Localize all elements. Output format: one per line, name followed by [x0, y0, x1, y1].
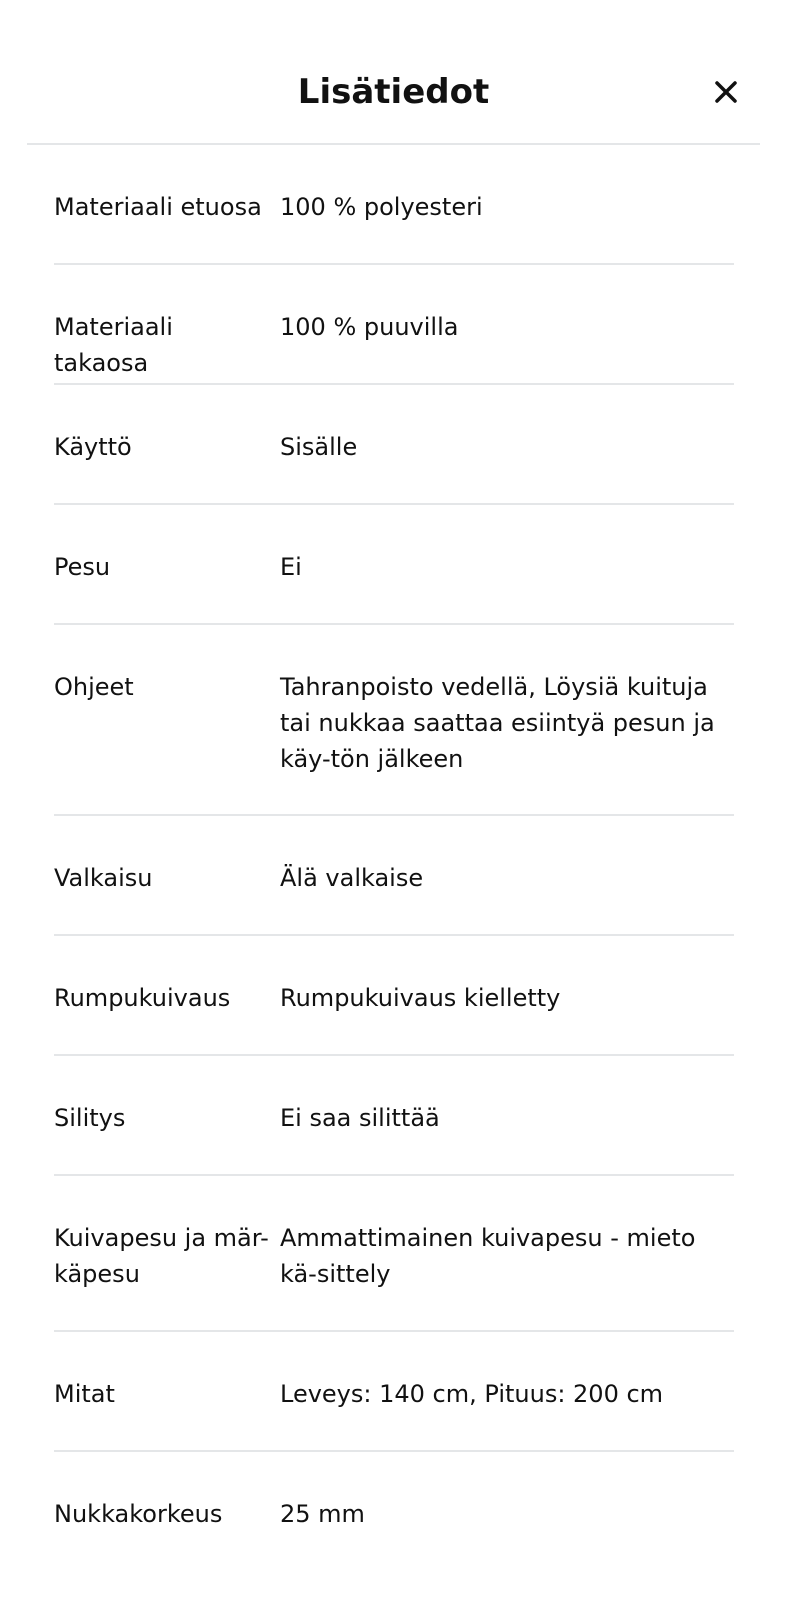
detail-row-pile-height: [54, 1452, 734, 1572]
detail-label: Valkaisu: [54, 864, 153, 892]
detail-label: Käyttö: [54, 433, 132, 461]
detail-row-front-material: [54, 145, 734, 265]
detail-label: Materiaali takaosa: [54, 313, 173, 377]
detail-value: Tahranpoisto vedellä, Löysiä kuituja tai nukkaa saattaa esiintyä pesun ja käy-tön jälkeen: [280, 673, 715, 773]
details-list: [54, 145, 734, 1572]
detail-value: Rumpukuivaus kielletty: [280, 984, 561, 1012]
detail-value: 25 mm: [280, 1500, 365, 1528]
detail-value: Ammattimainen kuivapesu - mieto kä-sittely: [280, 1224, 696, 1288]
detail-value: 100 % polyesteri: [280, 193, 483, 221]
detail-label: Materiaali etuosa: [54, 193, 262, 221]
close-icon: [708, 74, 744, 110]
detail-row-usage: [54, 385, 734, 505]
detail-row-dimensions: [54, 1332, 734, 1452]
detail-row-instructions: [54, 625, 734, 816]
detail-row-tumble-drying: [54, 936, 734, 1056]
detail-row-dry-cleaning: [54, 1176, 734, 1332]
detail-label: Nukkakorkeus: [54, 1500, 223, 1528]
detail-label: Kuivapesu ja mär-käpesu: [54, 1224, 269, 1288]
detail-row-back-material: [54, 265, 734, 385]
detail-value: Sisälle: [280, 433, 358, 461]
detail-row-ironing: [54, 1056, 734, 1176]
detail-value: Leveys: 140 cm, Pituus: 200 cm: [280, 1380, 664, 1408]
dialog-title: Lisätiedot: [297, 72, 490, 112]
detail-label: Pesu: [54, 553, 111, 581]
detail-row-washing: [54, 505, 734, 625]
detail-label: Mitat: [54, 1380, 115, 1408]
detail-value: 100 % puuvilla: [280, 313, 459, 341]
detail-value: Ei: [280, 553, 302, 581]
detail-row-bleaching: [54, 816, 734, 936]
dialog-header: [27, 0, 760, 145]
detail-label: Rumpukuivaus: [54, 984, 231, 1012]
detail-value: Ei saa silittää: [280, 1104, 440, 1132]
detail-label: Silitys: [54, 1104, 126, 1132]
close-button[interactable]: [708, 74, 744, 110]
detail-label: Ohjeet: [54, 673, 134, 701]
detail-value: Älä valkaise: [280, 864, 424, 892]
